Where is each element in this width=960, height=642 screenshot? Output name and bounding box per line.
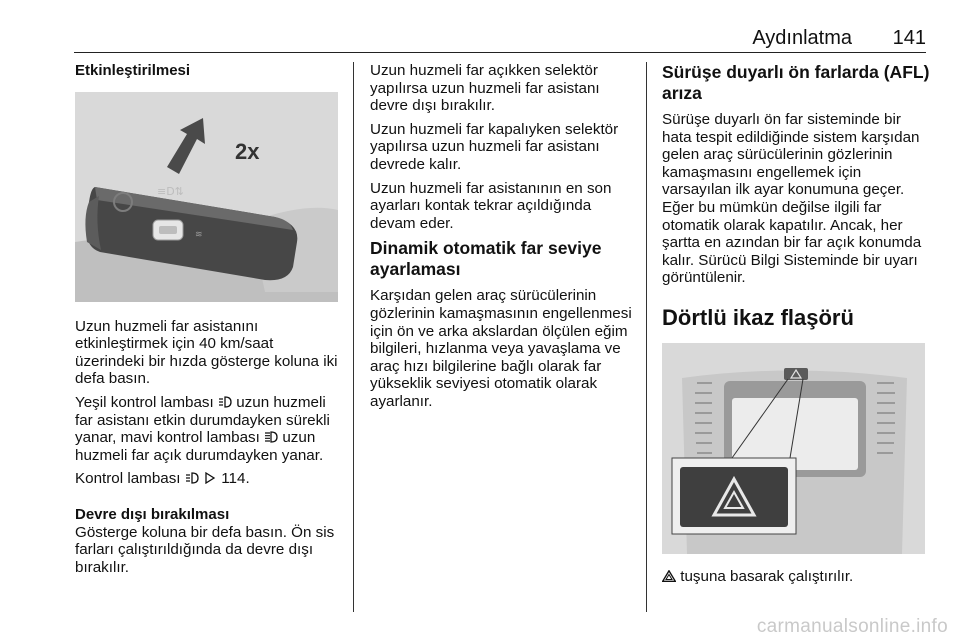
svg-text:≋: ≋ xyxy=(195,229,203,240)
high-beam-assist-icon xyxy=(218,396,232,408)
paragraph: Kontrol lambası 114. xyxy=(75,470,250,488)
paragraph: Yeşil kontrol lambası uzun huzmeli far asistanı etkin durumdayken sürekli yanar, mavi kontrol lambası uzun huzmeli far açık durumdayken yanar. xyxy=(75,393,330,464)
page-reference-icon xyxy=(203,472,217,484)
section-title: Aydınlatma xyxy=(752,27,852,49)
column-3 xyxy=(662,62,930,592)
page-number: 141 xyxy=(892,27,926,49)
column-1 xyxy=(75,62,340,582)
paragraph: Sürüşe duyarlı ön far sisteminde bir hata tespit edildiğinde sistem karşıdan gelen araç sürücülerinin gözlerinin kamaşmasını engellemek için varsayılan ilk ayar konumuna geçer. Eğer bu mümkün değilse ilgili far otomatik olarak kapatılır. Ancak, her şartta en azından bir far açık konumda kalır. Sürücü Bilgi Sisteminde bir uyarı görüntülenir. xyxy=(662,111,922,287)
heading-dynamic-leveling: Dinamik otomatik far seviye ayarlaması xyxy=(370,238,602,279)
turn-signal-stalk-image xyxy=(75,92,338,302)
paragraph: Uzun huzmeli far asistanını etkinleştirmek için 40 km/saat üzerindeki bir hızda gösterge koluna iki defa basın. xyxy=(75,317,338,388)
paragraph: Uzun huzmeli far açıkken selektör yapılırsa uzun huzmeli far asistanı devre dışı bırakılır. xyxy=(370,62,600,115)
stalk-illustration xyxy=(75,92,338,302)
page-header xyxy=(74,26,926,53)
high-beam-icon xyxy=(264,431,278,443)
heading-afl-fault: Sürüşe duyarlı ön farlarda (AFL) arıza xyxy=(662,62,930,103)
paragraph: tuşuna basarak çalıştırılır. xyxy=(662,568,930,586)
paragraph: Karşıdan gelen araç sürücülerinin gözlerinin kamaşmasının engellenmesi için ön ve arka akslardan ölçülen eğim bilgileri, hızlanma veya yavaşlama ve araç hızı bilgilerine bağlı olarak far yükseklik seviyesi otomatik olarak ayarlanır. xyxy=(370,287,632,410)
hazard-switch-illustration xyxy=(662,343,925,554)
page-reference[interactable]: 114. xyxy=(221,470,250,488)
column-divider xyxy=(646,62,647,612)
heading-hazard-flashers: Dörtlü ikaz flaşörü xyxy=(662,304,854,330)
heading-deactivation: Devre dışı bırakılması xyxy=(75,505,230,523)
dashboard-hazard-image xyxy=(662,343,925,554)
paragraph: Uzun huzmeli far kapalıyken selektör yapılırsa uzun huzmeli far asistanı devrede kalır. xyxy=(370,120,619,173)
press-count-label: 2x xyxy=(235,138,260,164)
hazard-warning-icon xyxy=(662,570,676,582)
paragraph: Uzun huzmeli far asistanının en son ayarları kontak tekrar açıldığında devam eder. xyxy=(370,179,612,232)
heading-activation: Etkinleştirilmesi xyxy=(75,62,191,79)
high-beam-assist-icon xyxy=(185,472,199,484)
column-2 xyxy=(370,62,635,417)
column-divider xyxy=(353,62,354,612)
svg-text:≡D⇅: ≡D⇅ xyxy=(157,184,184,198)
paragraph: Gösterge koluna bir defa basın. Ön sis farları çalıştırıldığında da devre dışı bırakılır. xyxy=(75,523,335,576)
watermark: carmanualsonline.info xyxy=(756,616,948,637)
